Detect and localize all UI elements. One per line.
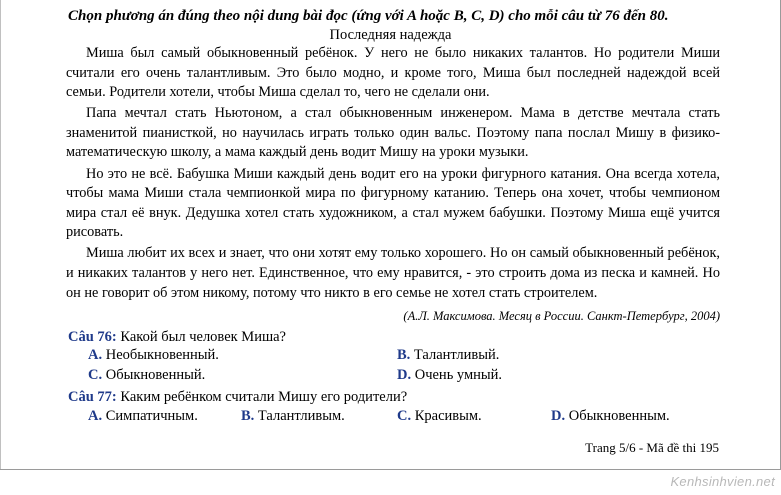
q77-option-a[interactable] [88,408,198,425]
q77-option-b[interactable] [241,408,345,425]
page-bottom-border [0,469,781,470]
story-title: Последняя надежда [329,27,452,43]
option-letter: B. [241,408,255,424]
passage-paragraph: Миша был самый обыкновенный ребёнок. У него не было никаких талантов. Но родители Миши считали его очень талантливым. Это было модно, и кроме того, Миша был последней надеждой всей семьи. Родители хотели, чтобы Миша сделал то, чего не сделали они. [66,45,720,101]
reading-passage [66,44,720,305]
option-text: Талантливый. [413,347,500,363]
option-letter: A. [88,347,103,363]
question-77 [68,389,407,406]
site-watermark: Kenhsinhvien.net [670,474,775,489]
passage-paragraph: Миша любит их всех и знает, что они хотят ему только хорошего. Но он самый обыкновенный ребёнок, и никаких талантов у него нет. Единственное, что ему нравится, - это строить дома из песка и камней. Но он не говорит об этом никому, потому что никто в его семье не хотел стать строителем. [66,245,720,301]
page-left-border [0,0,1,470]
q77-option-c[interactable] [397,408,482,425]
passage-paragraph: Но это не всё. Бабушка Миши каждый день водит его на уроки фигурного катания. Она всегда хотела, чтобы мама Миши стала чемпионкой мира по фигурному катанию. Теперь она хочет, чтобы чемпионом мира стал её внук. Дедушка хотел стать художником, а стал мужем бабушки. Поэтому Миша ещё учится рисовать. [66,165,720,241]
question-76 [68,329,286,346]
question-text: Каким ребёнком считали Мишу его родители? [120,389,408,405]
option-text: Необыкновенный. [105,347,219,363]
option-text: Очень умный. [414,367,503,383]
option-letter: B. [397,347,411,363]
passage-source: (А.Л. Максимова. Месяц в России. Санкт-Петербург, 2004) [403,309,720,323]
q76-option-c[interactable] [88,367,205,384]
q76-option-d[interactable] [397,367,502,384]
passage-paragraph: Папа мечтал стать Ньютоном, а стал обыкновенным инженером. Мама в детстве мечтала стать знаменитой пианисткой, но научилась играть только один вальс. Поэтому папа послал Мишу в физико-математическую школу, а мама каждый день водит Мишу на уроки музыки. [66,105,720,161]
option-text: Талантливым. [257,408,345,424]
option-letter: C. [397,408,412,424]
option-letter: A. [88,408,103,424]
question-number: Câu 77: [68,389,117,405]
option-letter: D. [551,408,566,424]
option-text: Обыкновенным. [568,408,670,424]
q76-option-a[interactable] [88,347,219,364]
page-footer: Trang 5/6 - Mã đề thi 195 [585,440,719,455]
option-text: Симпатичным. [105,408,198,424]
option-text: Красивым. [414,408,482,424]
instruction-heading: Chọn phương án đúng theo nội dung bài đọc (ứng với A hoặc B, C, D) cho mỗi câu từ 76 đến 80. [68,8,669,24]
q77-option-d[interactable] [551,408,670,425]
q76-option-b[interactable] [397,347,499,364]
option-letter: C. [88,367,103,383]
question-number: Câu 76: [68,329,117,345]
option-text: Обыкновенный. [105,367,206,383]
question-text: Какой был человек Миша? [120,329,286,345]
option-letter: D. [397,367,412,383]
